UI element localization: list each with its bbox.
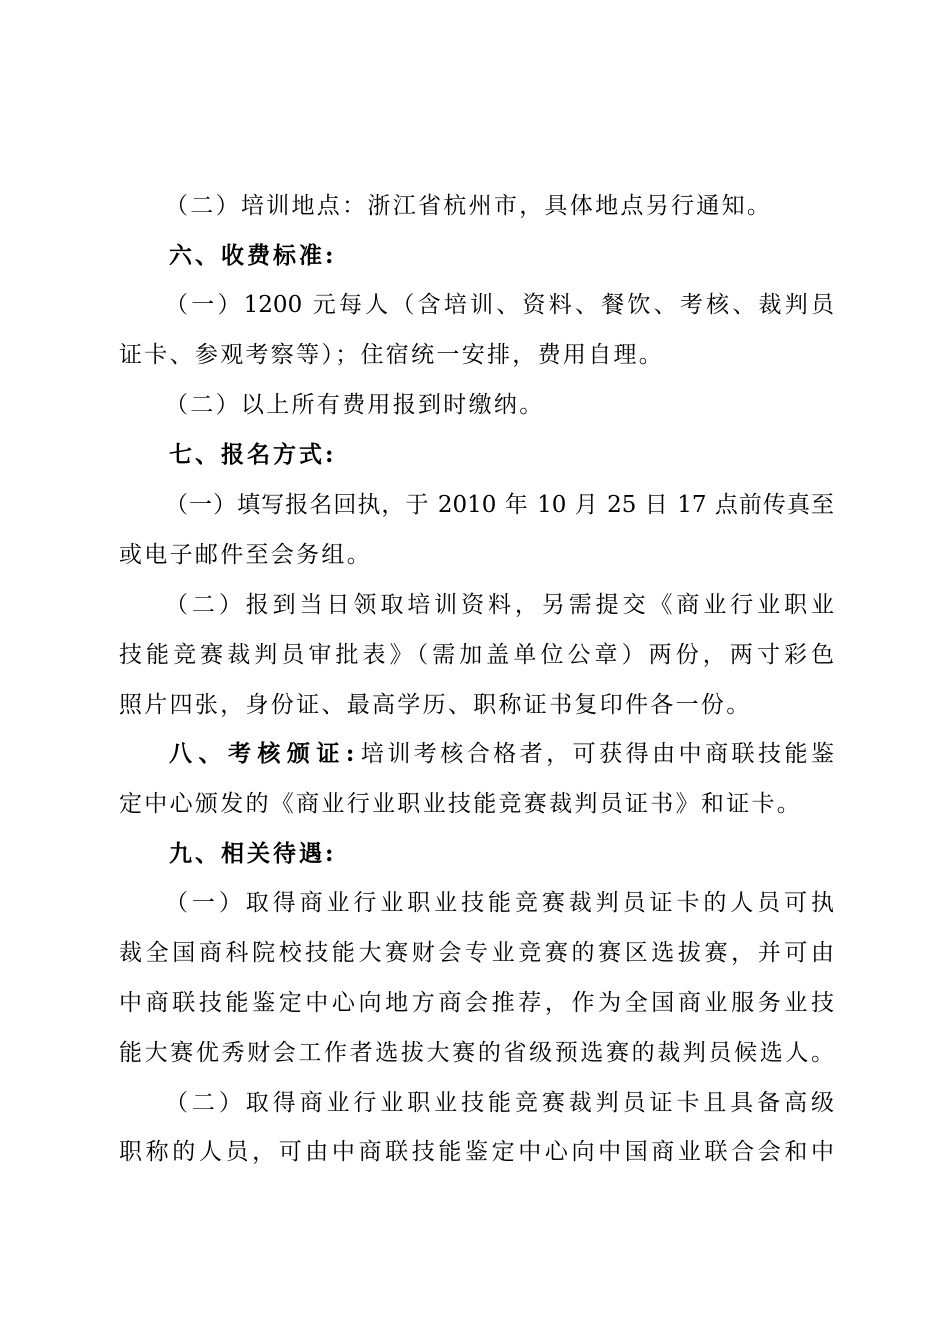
- section-heading-registration: 七、报名方式:: [169, 441, 337, 468]
- registration-item-2-line-3: 照片四张，身份证、最高学历、职称证书复印件各一份。: [119, 692, 752, 718]
- section-heading-benefits: 九、相关待遇:: [169, 840, 337, 867]
- registration-item-2-line-2: 技能竞赛裁判员审批表》（需加盖单位公章）两份，两寸彩色: [119, 642, 834, 668]
- fee-item-2-line: （二）以上所有费用报到时缴纳。: [165, 392, 545, 418]
- benefit-item-2-line-2: 职称的人员，可由中商联技能鉴定中心向中国商业联合会和中: [119, 1139, 834, 1165]
- benefit-item-1-line-3: 中商联技能鉴定中心向地方商会推荐，作为全国商业服务业技: [119, 990, 834, 1016]
- training-location-line: （二）培训地点：浙江省杭州市，具体地点另行通知。: [165, 193, 773, 219]
- certification-text: 培训考核合格者，可获得由中商联技能鉴: [357, 741, 835, 767]
- section-heading-fees: 六、收费标准:: [169, 242, 337, 269]
- benefit-item-1-line-2: 裁全国商科院校技能大赛财会专业竞赛的赛区选拔赛，并可由: [119, 940, 834, 966]
- benefit-item-2-line-1: （二）取得商业行业职业技能竞赛裁判员证卡且具备高级: [165, 1090, 834, 1116]
- registration-item-1-line-1: （一）填写报名回执，于 2010 年 10 月 25 日 17 点前传真至: [165, 492, 834, 518]
- benefit-item-1-line-1: （一）取得商业行业职业技能竞赛裁判员证卡的人员可执: [165, 890, 834, 916]
- certification-paragraph-line-2: 定中心颁发的《商业行业职业技能竞赛裁判员证书》和证卡。: [119, 791, 803, 817]
- registration-item-2-line-1: （二）报到当日领取培训资料，另需提交《商业行业职业: [165, 592, 834, 618]
- section-heading-certification: 八、考核颁证:: [169, 740, 358, 767]
- fee-item-1-line-1: （一）1200 元每人（含培训、资料、餐饮、考核、裁判员: [165, 292, 834, 318]
- certification-paragraph-line-1: [169, 737, 834, 771]
- fee-item-1-line-2: 证卡、参观考察等）；住宿统一安排，费用自理。: [119, 342, 665, 368]
- registration-item-1-line-2: 或电子邮件至会务组。: [119, 542, 372, 568]
- benefit-item-1-line-4: 能大赛优秀财会工作者选拔大赛的省级预选赛的裁判员候选人。: [119, 1040, 834, 1066]
